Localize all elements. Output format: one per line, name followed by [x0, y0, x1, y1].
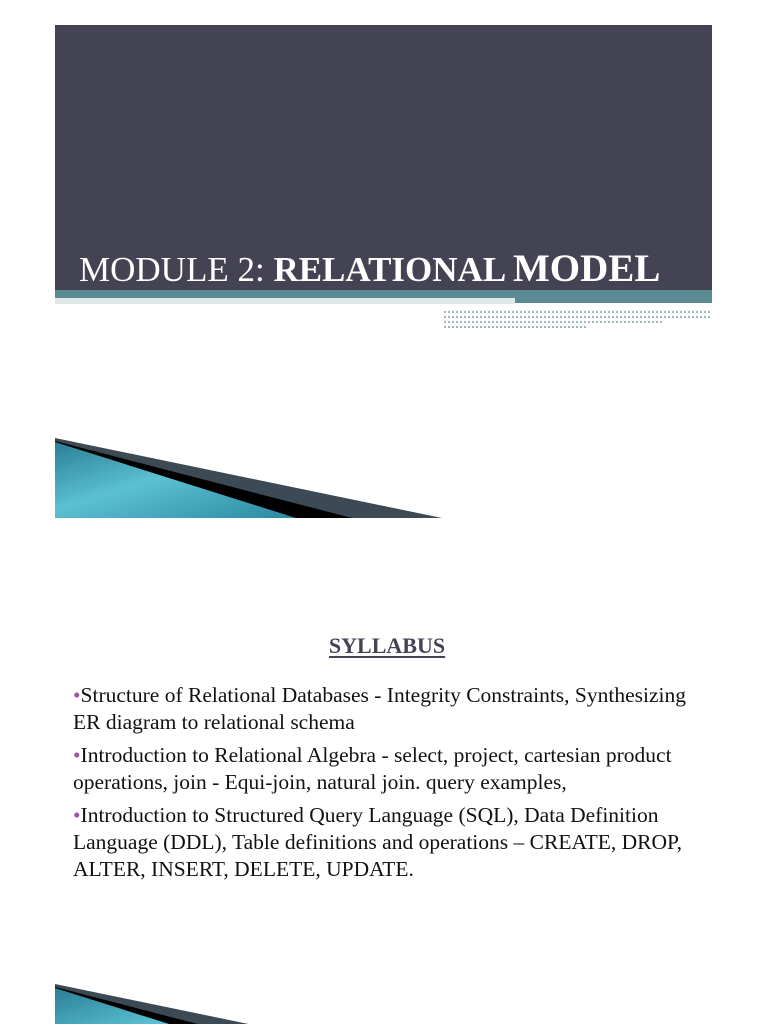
decorative-wedge [0, 984, 768, 1024]
title-bold: RELATIONAL [273, 250, 513, 289]
bullet-marker: • [73, 683, 81, 707]
list-item [73, 802, 713, 883]
syllabus-list [73, 682, 713, 889]
slide-title [79, 247, 660, 292]
title-underline-highlight [55, 298, 515, 304]
title-dotted-rule [444, 311, 712, 313]
title-regular: MODULE 2: [79, 250, 274, 289]
title-bold-large: MODEL [513, 247, 661, 290]
syllabus-slide [0, 560, 768, 1024]
title-dotted-rule [444, 326, 586, 328]
syllabus-heading: SYLLABUS [328, 633, 446, 658]
bullet-marker: • [73, 803, 81, 827]
decorative-wedge [0, 438, 768, 520]
list-item-text: Introduction to Relational Algebra - select, project, cartesian product operations, join - Equi-join, natural join. query examples, [73, 743, 672, 794]
title-dotted-rule [444, 321, 664, 323]
list-item [73, 742, 713, 796]
title-dotted-rule [444, 316, 712, 318]
bullet-marker: • [73, 743, 81, 767]
list-item-text: Structure of Relational Databases - Integrity Constraints, Synthesizing ER diagram to relational schema [73, 683, 686, 734]
list-item [73, 682, 713, 736]
list-item-text: Introduction to Structured Query Language (SQL), Data Definition Language (DDL), Table definitions and operations – CREATE, DROP, ALTER, INSERT, DELETE, UPDATE. [73, 803, 682, 881]
